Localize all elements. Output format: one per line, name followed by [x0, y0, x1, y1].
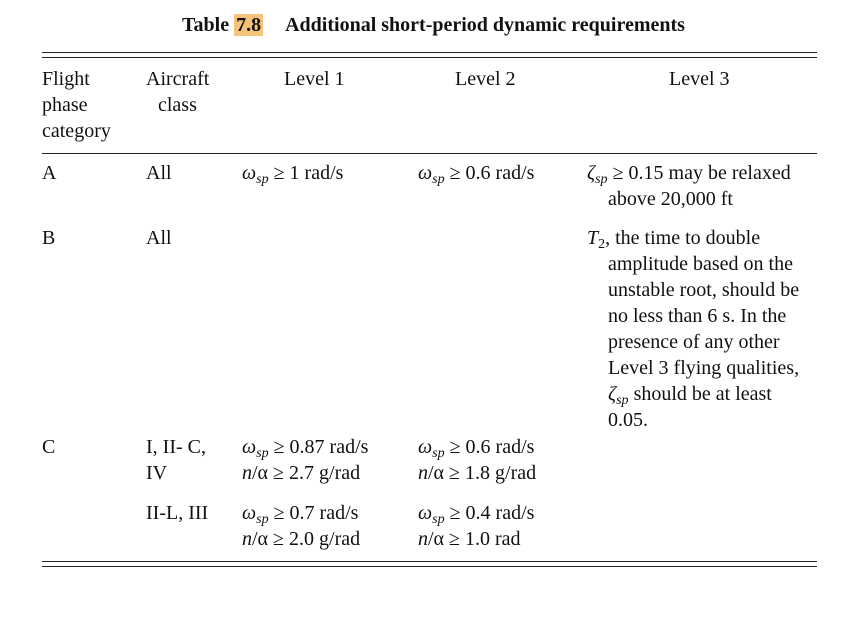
header-level-3: Level 3 — [669, 68, 730, 90]
row-b-level3-line4: no less than 6 s. In the — [608, 305, 787, 327]
header-aircraft-class — [146, 66, 209, 118]
row-a-level3-line1: ≥ 0.15 may be relaxed — [612, 162, 791, 184]
row-c-category: C — [42, 436, 56, 458]
row-b-level3-line8: 0.05. — [608, 409, 648, 431]
row-c1-aircraft-line1: I, II- C, — [146, 436, 206, 458]
row-a-aircraft-class: All — [146, 162, 172, 184]
row-c1-level1-n: ≥ 2.7 g/rad — [273, 462, 361, 484]
row-c2-level1-omega: ≥ 0.7 rad/s — [273, 502, 359, 524]
header-col1-line1: Flight — [42, 68, 90, 90]
row-c2-level2: $\omega_{sp} \ge 0.4$ rad/s n/α ≥ 1.0 rad — [418, 502, 535, 550]
header-level-2: Level 2 — [455, 68, 516, 90]
header-col1-line2: phase — [42, 94, 88, 116]
row-b-category: B — [42, 227, 56, 249]
row-a-level2-value: ≥ 0.6 rad/s — [449, 162, 535, 184]
row-a-category: A — [42, 162, 57, 184]
caption-number-highlight: 7.8 — [236, 14, 262, 36]
bottom-rule-1 — [42, 561, 817, 562]
row-b-level3-line3: unstable root, should be — [608, 279, 800, 301]
top-rule-2 — [42, 57, 817, 58]
caption-label: Table — [182, 14, 230, 36]
row-a-level1: $\omega_{sp} \ge 1$ rad/s — [242, 162, 344, 187]
row-b-level3-line6: Level 3 flying qualities, — [608, 357, 800, 379]
row-a-level1-value: ≥ 1 rad/s — [273, 162, 344, 184]
row-c1-aircraft-class — [146, 434, 206, 486]
row-c1-level1: $\omega_{sp} \ge 0.87$ rad/s n/α ≥ 2.7 g/rad — [242, 436, 369, 484]
row-b-level3: $T_2$, the time to double amplitude based on the unstable root, should be no less than 6 s. In the presence of any other Level 3 flying qualities, $\zeta_{sp}$ should be at least 0.05. — [587, 227, 800, 431]
row-c1-level2-omega: ≥ 0.6 rad/s — [449, 436, 535, 458]
row-b-level3-line2: amplitude based on the — [608, 253, 793, 275]
row-c1-level2: $\omega_{sp} \ge 0.6$ rad/s n/α ≥ 1.8 g/rad — [418, 436, 537, 484]
header-level-1: Level 1 — [284, 68, 345, 90]
row-c2-level2-omega: ≥ 0.4 rad/s — [449, 502, 535, 524]
header-flight-phase-category — [42, 66, 111, 144]
row-c1-aircraft-line2: IV — [146, 462, 168, 484]
row-a-level2: $\omega_{sp} \ge 0.6$ rad/s — [418, 162, 535, 187]
row-c2-level2-n: ≥ 1.0 rad — [449, 528, 521, 550]
top-rule-1 — [42, 52, 817, 53]
header-rule — [42, 153, 817, 154]
caption-title: Additional short-period dynamic requirements — [285, 14, 685, 36]
header-col2-line1: Aircraft — [146, 68, 210, 90]
row-c1-level1-omega: ≥ 0.87 rad/s — [273, 436, 369, 458]
row-a-level3-line2: above 20,000 ft — [608, 188, 733, 210]
row-c2-aircraft-class: II-L, III — [146, 502, 209, 524]
header-col2-line2: class — [158, 94, 197, 116]
row-b-level3-line7: should be at least — [633, 383, 772, 405]
row-a-level3: $\zeta_{sp} \ge 0.15$ may be relaxed above 20,000 ft — [587, 162, 791, 210]
row-b-level3-line1: , the time to double — [605, 227, 761, 249]
row-b-aircraft-class: All — [146, 227, 172, 249]
row-b-level3-line5: presence of any other — [608, 331, 780, 353]
row-c2-level1: $\omega_{sp} \ge 0.7$ rad/s n/α ≥ 2.0 g/rad — [242, 502, 361, 550]
row-c1-level2-n: ≥ 1.8 g/rad — [449, 462, 537, 484]
bottom-rule-2 — [42, 566, 817, 567]
table-caption — [0, 14, 867, 37]
header-col1-line3: category — [42, 120, 111, 142]
row-c2-level1-n: ≥ 2.0 g/rad — [273, 528, 361, 550]
